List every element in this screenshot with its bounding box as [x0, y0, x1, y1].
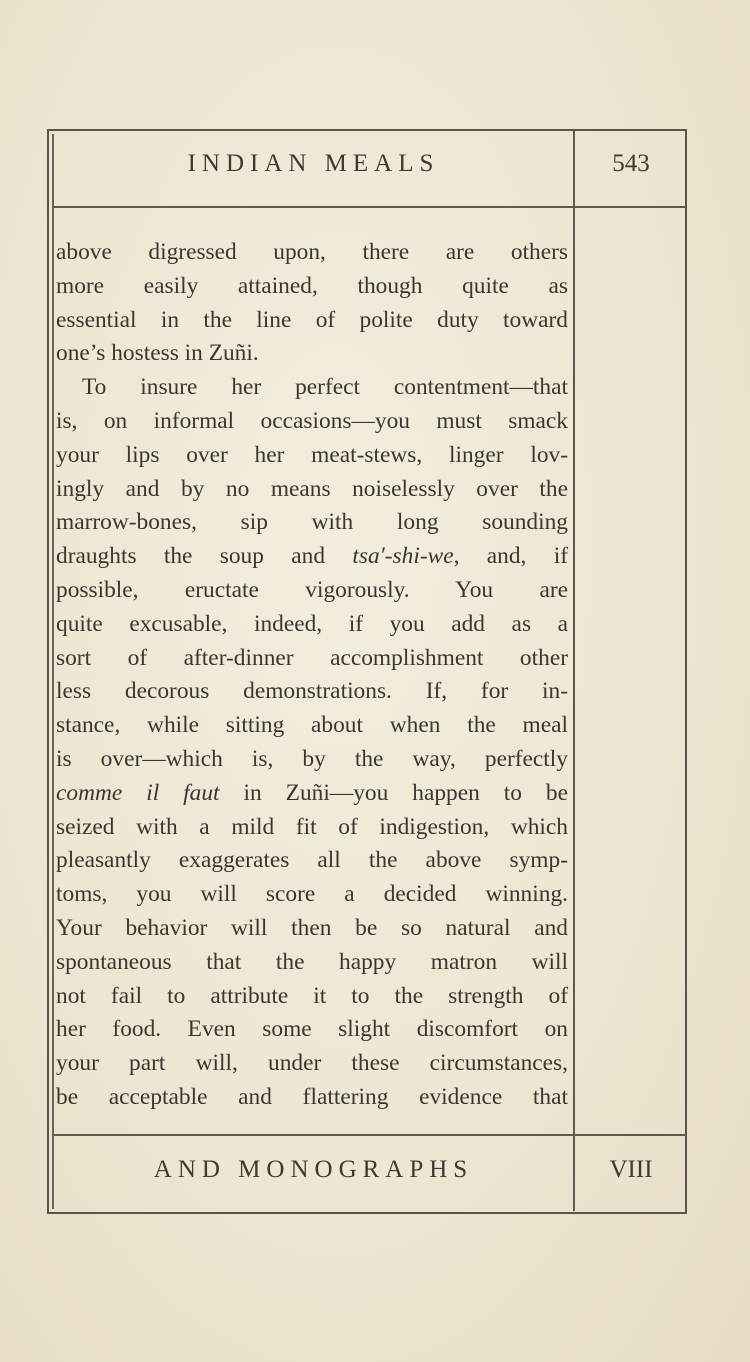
text-line: possible, eructate vigorously. You are — [56, 576, 568, 603]
body-text — [56, 236, 568, 1115]
text-line: less decorous demonstrations. If, for in- — [56, 678, 568, 705]
running-title: INDIAN MEALS — [187, 150, 440, 177]
text-line: not fail to attribute it to the strength of — [56, 982, 568, 1009]
text-segment: in Zuñi—you happen to be — [219, 779, 568, 806]
text-line: essential in the line of polite duty toward — [56, 306, 568, 333]
text-line — [56, 540, 568, 574]
text-line: your lips over her meat-stews, linger lov- — [56, 441, 568, 468]
text-line: pleasantly exaggerates all the above symp- — [56, 847, 568, 874]
text-line: marrow-bones, sip with long sounding — [56, 509, 568, 536]
text-line: To insure her perfect contentment—that — [82, 374, 568, 401]
text-segment: draughts the soup and — [56, 543, 353, 570]
text-line: toms, you will score a decided winning. — [56, 881, 568, 908]
text-line: seized with a mild fit of indigestion, which — [56, 813, 568, 840]
column-divider — [573, 131, 575, 1211]
footer-rule — [52, 1134, 685, 1136]
text-line: stance, while sitting about when the meal — [56, 712, 568, 739]
text-line: is over—which is, by the way, perfectly — [56, 745, 568, 772]
text-line: more easily attained, though quite as — [56, 272, 568, 299]
page-number: 543 — [612, 150, 650, 177]
text-line: above digressed upon, there are others — [56, 239, 568, 265]
text-line: one’s hostess in Zuñi. — [56, 340, 259, 367]
text-segment: , and, if — [453, 543, 569, 570]
text-line — [56, 777, 568, 811]
text-line: be acceptable and flattering evidence that — [56, 1083, 568, 1110]
italic-term: comme il faut — [56, 779, 220, 806]
text-line: is, on informal occasions—you must smack — [56, 407, 568, 434]
text-line: her food. Even some slight discomfort on — [56, 1016, 568, 1043]
text-line: ingly and by no means noiselessly over the — [56, 475, 568, 502]
text-line: sort of after-dinner accomplishment other — [56, 644, 568, 671]
italic-term: tsa′-shi-we — [352, 543, 454, 570]
frame-inner-rule — [52, 134, 54, 1209]
header-rule — [52, 206, 685, 208]
text-line: your part will, under these circumstances, — [56, 1050, 568, 1077]
text-line: spontaneous that the happy matron will — [56, 948, 568, 975]
text-line: Your behavior will then be so natural and — [56, 914, 568, 941]
series-title: AND MONOGRAPHS — [153, 1156, 474, 1183]
text-line: quite excusable, indeed, if you add as a — [56, 610, 568, 637]
volume-number: VIII — [609, 1156, 653, 1183]
